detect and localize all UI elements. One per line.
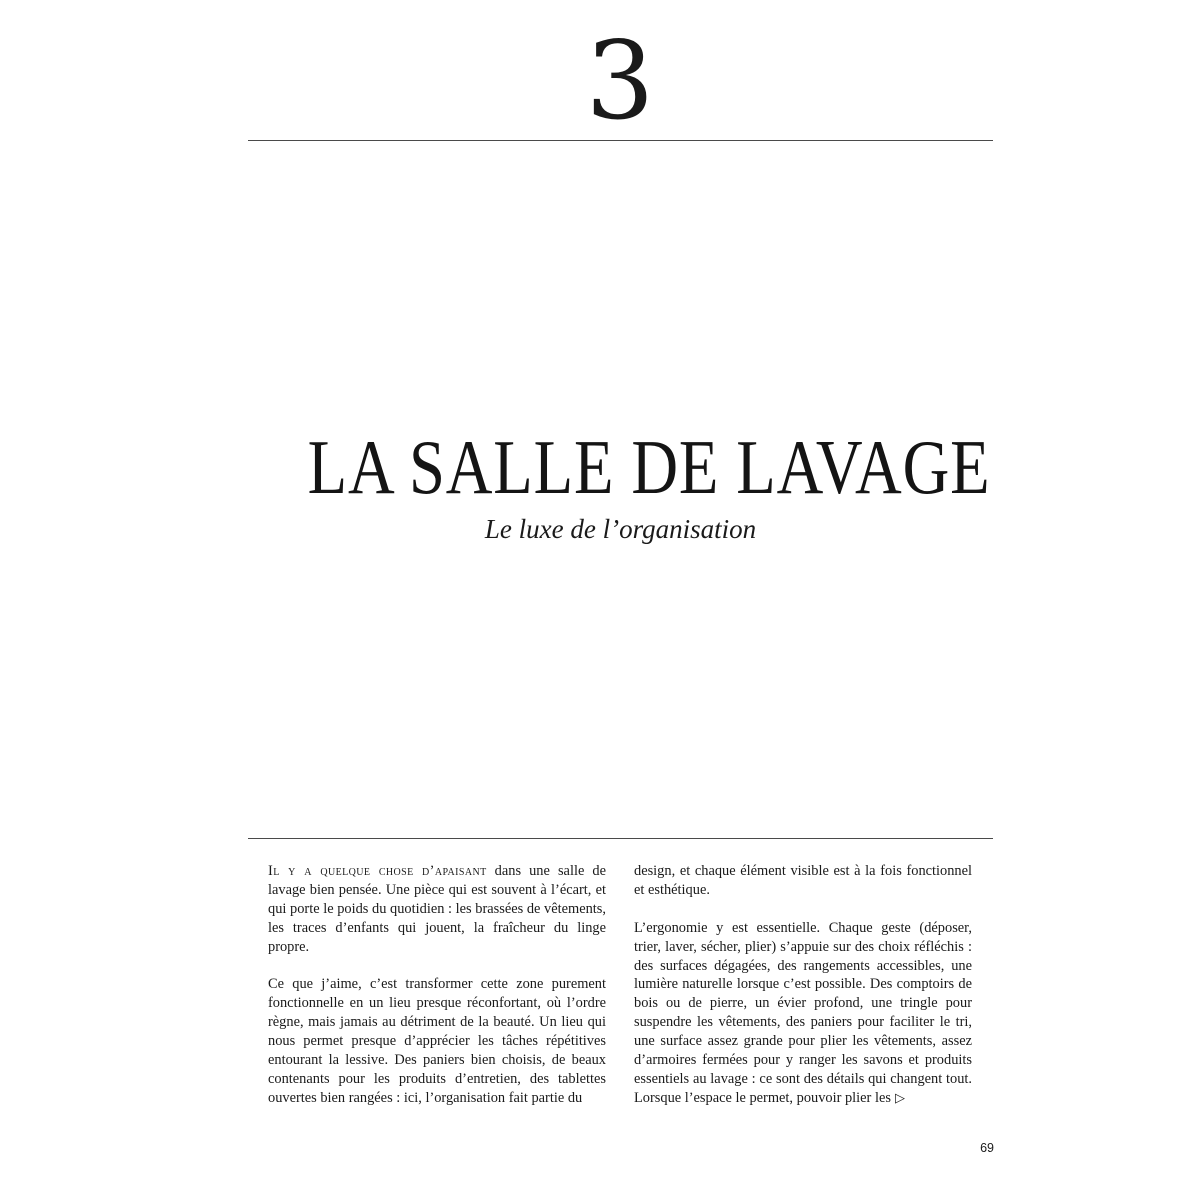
right-paragraph-2-text: L’ergonomie y est essentielle. Chaque geste (déposer, trier, laver, sécher, plier) s’appuie sur des choix réfléchis : des surfaces dégagées, des rangements accessibles, une lumière naturelle lorsque c’est possible. Des comptoirs de bois ou de pierre, un évier profond, une tringle pour suspendre les vêtements, des paniers pour faciliter le tri, une surface assez grande pour plier les vêtements, assez d’armoires fermées pour y ranger les savons et produits essentiels au lavage : ce sont des détails qui changent tout. Lorsque l’espace le permet, pouvoir plier les	[634, 919, 972, 1106]
chapter-subtitle: Le luxe de l’organisation	[484, 514, 757, 544]
continue-arrow-icon: ▷	[894, 1089, 905, 1105]
page-number: 69	[980, 1141, 994, 1155]
right-column	[634, 862, 972, 1108]
right-paragraph-2	[634, 919, 972, 1108]
bottom-divider	[248, 838, 993, 839]
right-paragraph-1: design, et chaque élément visible est à la fois fonctionnel et esthétique.	[634, 863, 972, 898]
lead-in-text: Il y a quelque chose d’apaisant	[268, 863, 487, 879]
left-paragraph-1	[268, 862, 606, 957]
chapter-title: LA SALLE DE LAVAGE	[307, 424, 991, 510]
left-paragraph-1-text: dans une salle de lavage bien pensée. Une pièce qui est souvent à l’écart, et qui porte le poids du quotidien : les brassées de vêtements, les traces d’enfants qui jouent, la fraîcheur du linge propre.	[268, 863, 606, 955]
chapter-number: 3	[585, 19, 655, 144]
left-paragraph-2: Ce que j’aime, c’est transformer cette zone purement fonctionnelle en un lieu presque réconfortant, où l’ordre règne, mais jamais au détriment de la beauté. Un lieu qui nous permet presque d’apprécier les tâches répétitives entourant la lessive. Des paniers bien choisis, de beaux contenants pour les produits d’entretien, des tablettes ouvertes bien rangées : ici, l’organisation fait partie du	[268, 976, 606, 1106]
top-divider	[248, 140, 993, 141]
left-column	[268, 862, 606, 1108]
